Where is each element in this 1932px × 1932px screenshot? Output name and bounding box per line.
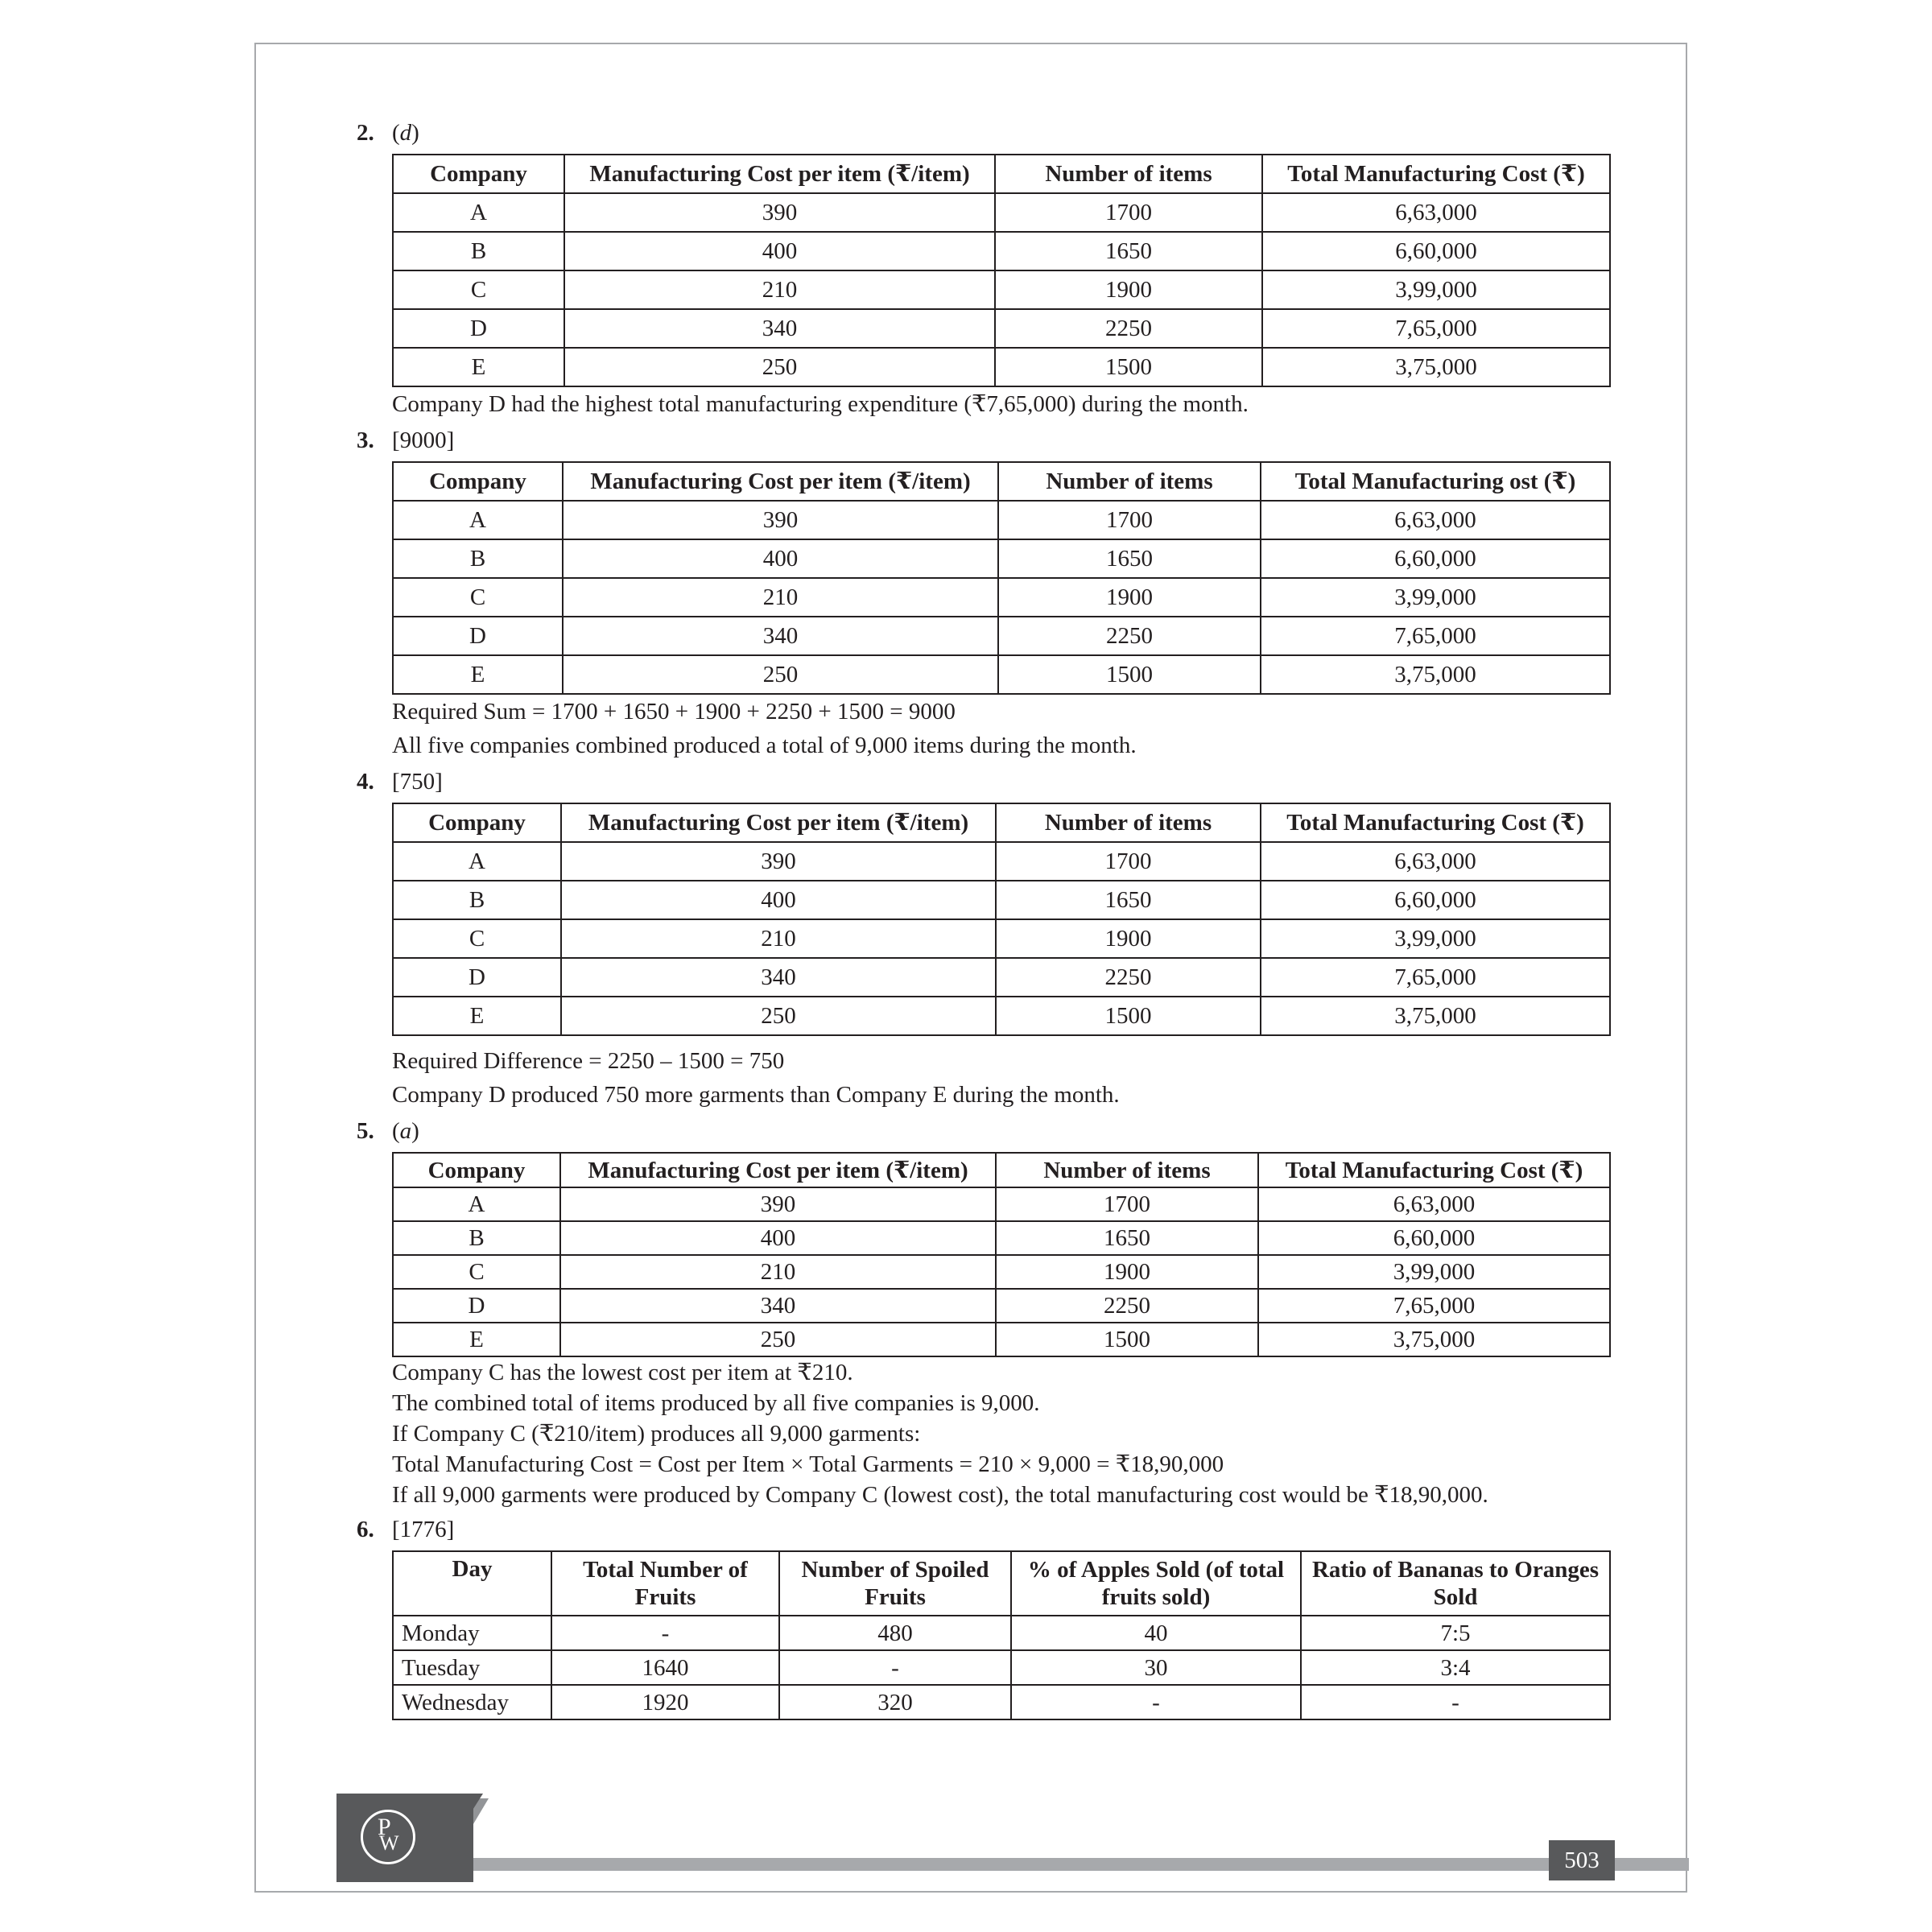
table-row: [393, 270, 1610, 309]
table-cell: 1700: [995, 193, 1262, 232]
header-cell: Number of items: [998, 462, 1261, 501]
logo-letter-p: P: [378, 1814, 391, 1840]
table-row: [393, 232, 1610, 270]
header-cell: Total Number of Fruits: [551, 1551, 779, 1616]
explanation-line: The combined total of items produced by all five companies is 9,000.: [392, 1390, 1040, 1416]
explanation-line: Total Manufacturing Cost = Cost per Item × Total Garments = 210 × 9,000 = ₹18,90,000: [392, 1451, 1224, 1477]
table-cell: -: [551, 1616, 779, 1650]
header-cell: Number of Spoiled Fruits: [779, 1551, 1011, 1616]
table-cell: 400: [560, 1221, 996, 1255]
question-header: [357, 424, 1610, 456]
table-cell: D: [393, 1289, 560, 1323]
table-cell: Tuesday: [393, 1650, 551, 1685]
table-cell: 2250: [996, 1289, 1258, 1323]
table-row: [393, 1255, 1610, 1289]
table-cell: 6,60,000: [1261, 881, 1610, 919]
table-cell: 3,99,000: [1261, 578, 1610, 617]
table-row: [393, 1187, 1610, 1221]
table-cell: -: [1301, 1685, 1610, 1719]
table-row: [393, 193, 1610, 232]
table-cell: E: [393, 997, 561, 1035]
header-cell: Company: [393, 462, 563, 501]
question-number: 5.: [357, 1118, 374, 1144]
question-answer: (a): [392, 1118, 419, 1144]
header-cell: Number of items: [995, 155, 1262, 193]
table-cell: 6,60,000: [1262, 232, 1610, 270]
table-row: [393, 501, 1610, 539]
table-cell: B: [393, 539, 563, 578]
question-2: [358, 117, 1610, 421]
header-cell: Day: [393, 1551, 551, 1616]
explanation-line: Required Sum = 1700 + 1650 + 1900 + 2250 + 1500 = 9000: [392, 699, 956, 724]
table-cell: 400: [561, 881, 996, 919]
question-header: [357, 1115, 1610, 1147]
manufacturing-table: [392, 803, 1611, 1036]
table-cell: 6,63,000: [1261, 501, 1610, 539]
table-cell: 210: [561, 919, 996, 958]
manufacturing-table: [392, 461, 1611, 695]
table-cell: 1700: [998, 501, 1261, 539]
table-cell: 400: [564, 232, 995, 270]
question-answer: [1776]: [392, 1517, 455, 1542]
explanation-line: All five companies combined produced a total of 9,000 items during the month.: [392, 733, 1137, 758]
header-cell: Ratio of Bananas to Oranges Sold: [1301, 1551, 1610, 1616]
table-cell: 3,99,000: [1261, 919, 1610, 958]
table-row: [393, 309, 1610, 348]
table-cell: B: [393, 232, 564, 270]
table-row: [393, 1650, 1610, 1685]
table-cell: 7,65,000: [1262, 309, 1610, 348]
explanation-line: Required Difference = 2250 – 1500 = 750: [392, 1048, 785, 1074]
pw-logo-icon: [361, 1810, 415, 1864]
table-cell: 7,65,000: [1258, 1289, 1610, 1323]
manufacturing-table: [392, 1152, 1611, 1357]
table-cell: 2250: [996, 958, 1261, 997]
table-cell: -: [1011, 1685, 1301, 1719]
solutions-content: [358, 117, 1610, 1720]
header-cell: Number of items: [996, 803, 1261, 842]
table-cell: 7,65,000: [1261, 958, 1610, 997]
header-cell: Manufacturing Cost per item (₹/item): [560, 1153, 996, 1187]
table-cell: 250: [564, 348, 995, 386]
table-cell: 3:4: [1301, 1650, 1610, 1685]
explanation-line: If Company C (₹210/item) produces all 9,000 garments:: [392, 1421, 921, 1447]
header-cell: Total Manufacturing Cost (₹): [1262, 155, 1610, 193]
table-cell: B: [393, 881, 561, 919]
table-cell: E: [393, 348, 564, 386]
question-number: 3.: [357, 427, 374, 453]
table-cell: 40: [1011, 1616, 1301, 1650]
table-cell: 1500: [995, 348, 1262, 386]
table-cell: C: [393, 919, 561, 958]
table-cell: -: [779, 1650, 1011, 1685]
table-cell: 6,60,000: [1258, 1221, 1610, 1255]
question-number: 6.: [357, 1517, 374, 1542]
table-row: [393, 1289, 1610, 1323]
table-cell: 3,75,000: [1262, 348, 1610, 386]
table-cell: 390: [561, 842, 996, 881]
question-header: [357, 766, 1610, 798]
table-cell: 340: [561, 958, 996, 997]
table-cell: 390: [560, 1187, 996, 1221]
table-cell: 1650: [998, 539, 1261, 578]
table-header-row: [393, 462, 1610, 501]
table-cell: 3,75,000: [1261, 997, 1610, 1035]
table-cell: 1500: [996, 997, 1261, 1035]
explanation-line: Company D produced 750 more garments than Company E during the month.: [392, 1082, 1120, 1108]
table-cell: 1500: [996, 1323, 1258, 1356]
table-cell: 1500: [998, 655, 1261, 694]
question-answer: [9000]: [392, 427, 455, 453]
header-cell: Number of items: [996, 1153, 1258, 1187]
table-cell: 2250: [998, 617, 1261, 655]
table-cell: 3,75,000: [1258, 1323, 1610, 1356]
question-number: 4.: [357, 769, 374, 795]
table-cell: 390: [564, 193, 995, 232]
table-cell: 6,63,000: [1261, 842, 1610, 881]
question-answer: [750]: [392, 769, 443, 795]
spacer: [392, 1036, 1610, 1044]
table-cell: 340: [563, 617, 998, 655]
table-cell: 1900: [996, 919, 1261, 958]
table-cell: 1700: [996, 842, 1261, 881]
table-row: [393, 1221, 1610, 1255]
header-cell: Total Manufacturing ost (₹): [1261, 462, 1610, 501]
header-cell: Manufacturing Cost per item (₹/item): [564, 155, 995, 193]
logo-letter-w: W: [379, 1831, 399, 1855]
table-cell: 390: [563, 501, 998, 539]
table-cell: 320: [779, 1685, 1011, 1719]
table-cell: 400: [563, 539, 998, 578]
table-row: [393, 578, 1610, 617]
table-cell: B: [393, 1221, 560, 1255]
table-cell: 210: [564, 270, 995, 309]
table-cell: Wednesday: [393, 1685, 551, 1719]
header-cell: Manufacturing Cost per item (₹/item): [563, 462, 998, 501]
table-cell: 2250: [995, 309, 1262, 348]
table-row: [393, 1685, 1610, 1719]
table-cell: 1650: [996, 1221, 1258, 1255]
table-row: [393, 1616, 1610, 1650]
table-header-row: [393, 803, 1610, 842]
table-cell: 1700: [996, 1187, 1258, 1221]
table-row: [393, 1323, 1610, 1356]
table-cell: D: [393, 617, 563, 655]
logo-slant: [427, 1794, 483, 1882]
table-cell: 250: [561, 997, 996, 1035]
question-5: [358, 1115, 1610, 1510]
table-cell: 1900: [995, 270, 1262, 309]
manufacturing-table: [392, 154, 1611, 387]
table-cell: 250: [563, 655, 998, 694]
question-number: 2.: [357, 120, 374, 146]
header-cell: Total Manufacturing Cost (₹): [1258, 1153, 1610, 1187]
table-cell: E: [393, 655, 563, 694]
fruit-sales-table: [392, 1550, 1611, 1720]
table-cell: D: [393, 958, 561, 997]
footer-band: [336, 1858, 1689, 1871]
table-row: [393, 655, 1610, 694]
question-6: [358, 1513, 1610, 1720]
table-cell: 7,65,000: [1261, 617, 1610, 655]
table-cell: 1920: [551, 1685, 779, 1719]
table-cell: 6,60,000: [1261, 539, 1610, 578]
question-answer: (d): [392, 120, 419, 146]
question-header: [357, 117, 1610, 149]
table-row: [393, 348, 1610, 386]
table-cell: C: [393, 578, 563, 617]
question-header: [357, 1513, 1610, 1546]
table-row: [393, 617, 1610, 655]
table-cell: 1650: [996, 881, 1261, 919]
table-cell: 1900: [996, 1255, 1258, 1289]
table-header-row: [393, 1551, 1610, 1616]
table-cell: C: [393, 1255, 560, 1289]
header-cell: Company: [393, 803, 561, 842]
table-row: [393, 881, 1610, 919]
header-cell: % of Apples Sold (of total fruits sold): [1011, 1551, 1301, 1616]
table-cell: 30: [1011, 1650, 1301, 1685]
header-cell: Total Manufacturing Cost (₹): [1261, 803, 1610, 842]
table-cell: D: [393, 309, 564, 348]
table-cell: 1640: [551, 1650, 779, 1685]
table-cell: A: [393, 1187, 560, 1221]
table-cell: 210: [563, 578, 998, 617]
page-number: 503: [1549, 1840, 1615, 1880]
table-row: [393, 919, 1610, 958]
explanation-line: Company D had the highest total manufacturing expenditure (₹7,65,000) during the month.: [392, 391, 1249, 417]
table-cell: 1900: [998, 578, 1261, 617]
table-cell: 7:5: [1301, 1616, 1610, 1650]
explanation-line: If all 9,000 garments were produced by Company C (lowest cost), the total manufacturing cost would be ₹18,90,000.: [392, 1482, 1488, 1508]
table-cell: 250: [560, 1323, 996, 1356]
table-cell: E: [393, 1323, 560, 1356]
question-4: [358, 766, 1610, 1112]
table-cell: Monday: [393, 1616, 551, 1650]
table-row: [393, 997, 1610, 1035]
table-cell: 480: [779, 1616, 1011, 1650]
table-row: [393, 539, 1610, 578]
table-cell: 3,75,000: [1261, 655, 1610, 694]
table-cell: A: [393, 501, 563, 539]
table-cell: A: [393, 193, 564, 232]
header-cell: Company: [393, 1153, 560, 1187]
table-cell: 1650: [995, 232, 1262, 270]
table-header-row: [393, 155, 1610, 193]
table-cell: A: [393, 842, 561, 881]
table-row: [393, 842, 1610, 881]
header-cell: Company: [393, 155, 564, 193]
table-row: [393, 958, 1610, 997]
table-cell: 6,63,000: [1262, 193, 1610, 232]
table-cell: 3,99,000: [1258, 1255, 1610, 1289]
table-cell: 340: [564, 309, 995, 348]
table-cell: 340: [560, 1289, 996, 1323]
question-3: [358, 424, 1610, 762]
table-cell: 3,99,000: [1262, 270, 1610, 309]
table-cell: C: [393, 270, 564, 309]
table-header-row: [393, 1153, 1610, 1187]
explanation-line: Company C has the lowest cost per item at ₹210.: [392, 1360, 853, 1385]
table-cell: 210: [560, 1255, 996, 1289]
table-cell: 6,63,000: [1258, 1187, 1610, 1221]
header-cell: Manufacturing Cost per item (₹/item): [561, 803, 996, 842]
